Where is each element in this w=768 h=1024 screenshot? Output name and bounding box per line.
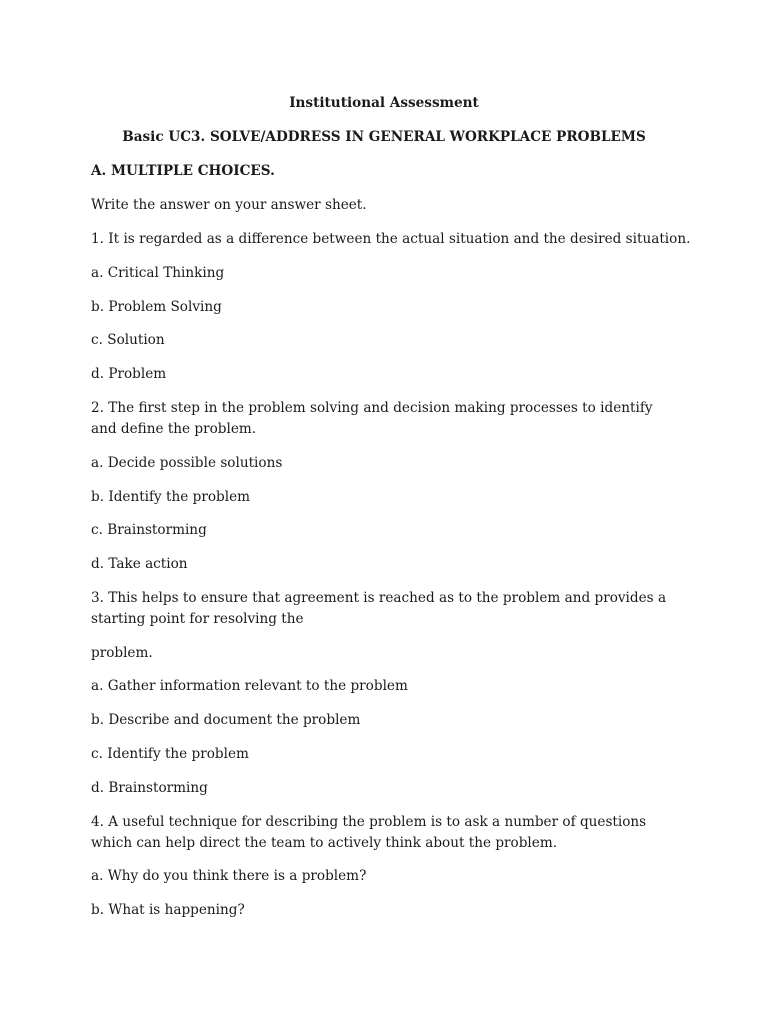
- question-1-choice-b: b. Problem Solving: [91, 298, 222, 315]
- document-title: Institutional Assessment: [289, 95, 479, 111]
- question-1-choice-a: a. Critical Thinking: [91, 264, 225, 281]
- instruction-text: Write the answer on your answer sheet.: [91, 196, 367, 213]
- question-3: 3. This helps to ensure that agreement is reached as to the problem and provides a starting point for resolving the: [91, 590, 667, 627]
- question-2-choice-a: a. Decide possible solutions: [91, 454, 283, 471]
- question-4-choice-b: b. What is happening?: [91, 902, 245, 919]
- question-2-choice-d: d. Take action: [91, 556, 188, 573]
- question-3-choice-d: d. Brainstorming: [91, 780, 208, 797]
- question-3-choice-b: b. Describe and document the problem: [91, 712, 361, 729]
- question-2: 2. The first step in the problem solving and decision making processes to identify and define the problem.: [91, 400, 653, 437]
- document-body: [91, 93, 691, 934]
- question-2-choice-b: b. Identify the problem: [91, 488, 251, 505]
- section-heading: A. MULTIPLE CHOICES.: [91, 163, 275, 179]
- question-3-choice-c: c. Identify the problem: [91, 746, 249, 763]
- question-1: 1. It is regarded as a difference between the actual situation and the desired situation.: [91, 230, 691, 247]
- question-3-continuation: problem.: [91, 644, 153, 661]
- document-subtitle: Basic UC3. SOLVE/ADDRESS IN GENERAL WORKPLACE PROBLEMS: [122, 128, 646, 145]
- question-1-choice-d: d. Problem: [91, 366, 167, 383]
- question-4-choice-a: a. Why do you think there is a problem?: [91, 868, 367, 885]
- question-4: 4. A useful technique for describing the problem is to ask a number of questions which can help direct the team to actively think about the problem.: [91, 814, 647, 851]
- question-3-choice-a: a. Gather information relevant to the problem: [91, 678, 408, 695]
- question-1-choice-c: c. Solution: [91, 332, 165, 349]
- question-2-choice-c: c. Brainstorming: [91, 522, 207, 539]
